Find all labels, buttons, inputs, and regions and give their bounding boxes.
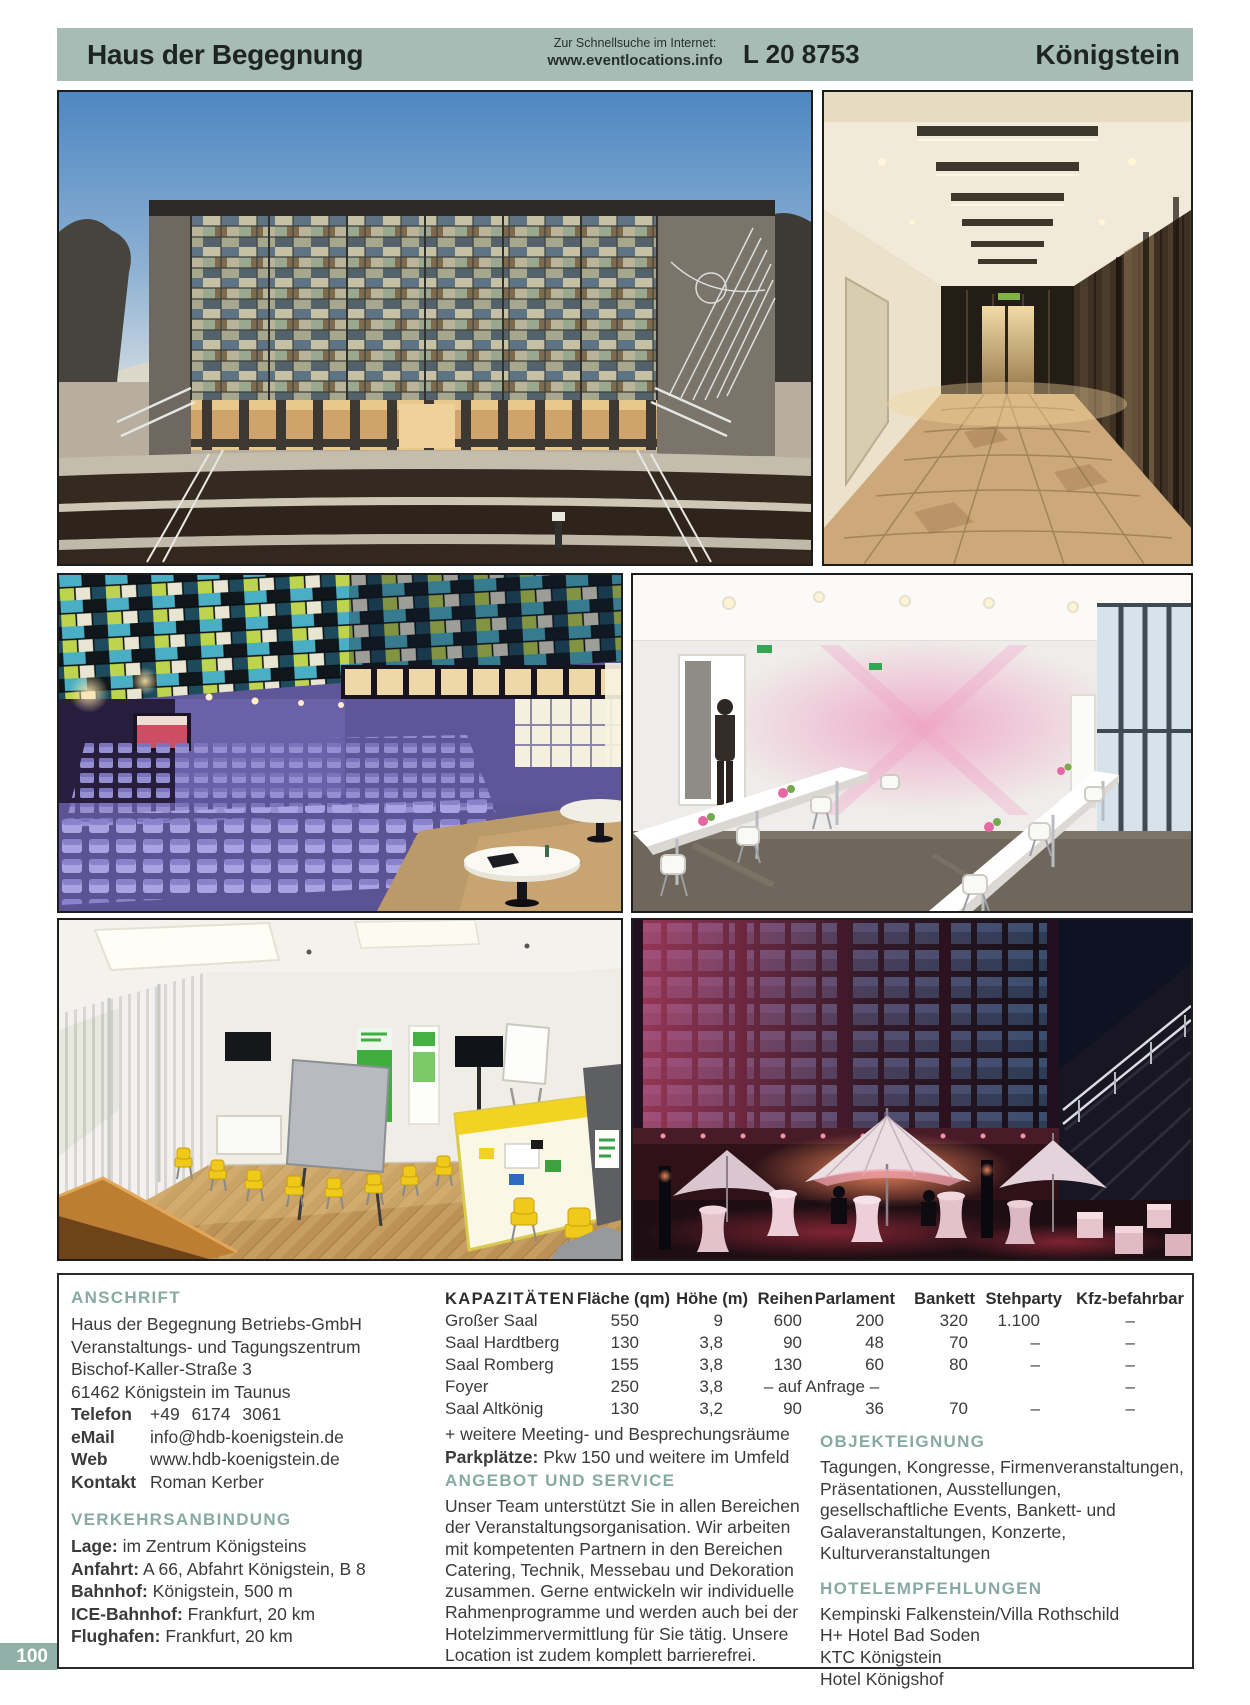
hotel-item: KTC Königstein <box>820 1647 942 1668</box>
room-name: Saal Altkönig <box>445 1399 544 1418</box>
hotelempfehlungen-heading: HOTELEMPFEHLUNGEN <box>820 1578 1043 1598</box>
suitability-text: Tagungen, Kongresse, Firmenveranstaltungen, Präsentationen, Ausstellungen, gesellschaftliche Events, Bankett- und Galaveranstaltungen, Konzerte, Kulturveranstaltungen <box>820 1457 1184 1563</box>
transport-item: Bahnhof: Königstein, 500 m <box>71 1581 293 1601</box>
capacity-cell: 550 <box>610 1311 639 1330</box>
address-line: Bischof-Kaller-Straße 3 <box>71 1359 252 1379</box>
location-code: L 20 8753 <box>743 39 860 69</box>
anschrift-heading: ANSCHRIFT <box>71 1288 181 1307</box>
capacity-cell: 130 <box>773 1355 802 1374</box>
column-header: Bankett <box>914 1289 975 1308</box>
contact-person: Roman Kerber <box>150 1471 264 1492</box>
capacity-cell: 320 <box>939 1311 968 1330</box>
email-address: info@hdb-koenigstein.de <box>150 1426 344 1447</box>
transport-item: ICE-Bahnhof: Frankfurt, 20 km <box>71 1603 316 1624</box>
kapazitaeten-heading: KAPAZITÄTEN <box>445 1289 576 1308</box>
contact-label: Kontakt <box>71 1471 137 1492</box>
angebot-heading: ANGEBOT UND SERVICE <box>445 1471 676 1490</box>
photo-hall-colorful-ceiling <box>57 573 623 913</box>
hotel-item: Kempinski Falkenstein/Villa Rothschild <box>820 1603 1120 1624</box>
capacity-cell: 90 <box>783 1333 802 1352</box>
capacity-cell: 600 <box>773 1311 802 1330</box>
website-address: www.hdb-koenigstein.de <box>150 1449 340 1469</box>
info-box <box>57 1273 1194 1689</box>
capacity-cell: 155 <box>610 1355 639 1374</box>
room-name: Großer Saal <box>445 1311 538 1330</box>
column-header: Reihen <box>757 1289 813 1308</box>
web-search-hint <box>545 36 725 70</box>
capacity-cell: 3,8 <box>699 1333 723 1352</box>
capacity-table <box>445 1287 1184 1420</box>
contact-row-telefon <box>71 1403 419 1426</box>
address-column <box>71 1288 419 1648</box>
suitability-column <box>820 1432 1192 1691</box>
capacity-cell: 48 <box>865 1333 884 1352</box>
column-header: Höhe (m) <box>676 1289 748 1308</box>
room-name: Saal Romberg <box>445 1355 554 1374</box>
header-band <box>57 28 1193 81</box>
photo-corridor-stone-floor <box>822 90 1193 566</box>
capacity-cell: 250 <box>610 1377 639 1396</box>
capacity-cell: 60 <box>865 1355 884 1374</box>
capacity-cell: 36 <box>865 1399 884 1418</box>
contact-label: Web <box>71 1449 108 1469</box>
capacity-cell: 90 <box>783 1399 802 1418</box>
additional-rooms-note: + weitere Meeting- und Besprechungsräume <box>445 1424 790 1444</box>
capacity-cell-empty <box>975 1376 1062 1398</box>
photo-building-exterior-dusk <box>57 90 813 566</box>
table-notes <box>445 1423 805 1468</box>
capacity-cell: – <box>1030 1355 1040 1374</box>
capacity-cell: 200 <box>855 1311 884 1330</box>
location-city: Königstein <box>1035 39 1180 70</box>
capacity-cell: – <box>1125 1377 1135 1396</box>
service-section <box>445 1471 801 1666</box>
phone-number: +49 6174 3061 <box>150 1404 282 1424</box>
capacity-cell: – <box>1125 1355 1135 1374</box>
transport-item: Lage: im Zentrum Königsteins <box>71 1536 307 1556</box>
address-line: Veranstaltungs- und Tagungszentrum <box>71 1336 361 1357</box>
column-header: Fläche (qm) <box>576 1289 670 1308</box>
capacity-cell: 1.100 <box>997 1311 1040 1330</box>
capacity-cell: – <box>1125 1333 1135 1352</box>
verkehrsanbindung-heading: VERKEHRSANBINDUNG <box>71 1510 292 1529</box>
web-search-hint-label: Zur Schnellsuche im Internet: <box>553 36 717 50</box>
page-number-tab: 100 <box>0 1643 57 1670</box>
contact-row-email <box>71 1426 419 1449</box>
transport-item: Flughafen: Frankfurt, 20 km <box>71 1626 293 1646</box>
contact-label: eMail <box>71 1426 115 1447</box>
capacity-cell: – <box>1125 1399 1135 1418</box>
address-line: 61462 Königstein im Taunus <box>71 1381 291 1402</box>
hotel-list <box>820 1604 1192 1691</box>
capacity-cell: – <box>1125 1311 1135 1330</box>
contact-row-web <box>71 1448 419 1471</box>
address-line: Haus der Begegnung Betriebs-GmbH <box>71 1314 362 1334</box>
capacity-cell: 3,8 <box>699 1377 723 1396</box>
parking-info: Parkplätze: Pkw 150 und weitere im Umfeld <box>445 1446 790 1467</box>
capacity-cell: 130 <box>610 1399 639 1418</box>
capacity-cell: 9 <box>713 1311 723 1330</box>
contact-row-kontakt <box>71 1471 419 1494</box>
column-header: Stehparty <box>985 1289 1062 1308</box>
capacity-cell: – <box>1030 1333 1040 1352</box>
capacity-cell: 70 <box>949 1333 968 1352</box>
photo-seminar-room-yellow-chairs <box>57 918 623 1261</box>
on-request-cell: – auf Anfrage – <box>763 1377 880 1396</box>
capacity-cell: 3,2 <box>699 1399 723 1418</box>
column-header: Kfz-befahrbar <box>1076 1289 1184 1308</box>
room-name: Saal Hardtberg <box>445 1333 560 1352</box>
objekteignung-heading: OBJEKTEIGNUNG <box>820 1432 986 1451</box>
web-search-url: www.eventlocations.info <box>547 52 723 69</box>
hotel-item: H+ Hotel Bad Soden <box>820 1625 981 1646</box>
capacity-cell: 70 <box>949 1399 968 1418</box>
transport-item: Anfahrt: A 66, Abfahrt Königstein, B 8 <box>71 1558 366 1579</box>
capacity-cell: 130 <box>610 1333 639 1352</box>
capacity-cell: 80 <box>949 1355 968 1374</box>
service-text: Unser Team unterstützt Sie in allen Bereichen der Veranstaltungsorganisation. Wir arbeiten mit kompetenten Partnern in den Bereichen Catering, Technik, Messebau und Dekoration zusammen. Gerne entwickeln wir individuelle Rahmenprogramme und werden auch bei der Hotelzimmervermittlung für Sie tätig. Unsere Location ist zudem komplett barrierefrei. <box>445 1496 800 1666</box>
photo-night-event-umbrellas <box>631 918 1193 1261</box>
location-title: Haus der Begegnung <box>87 39 364 70</box>
capacity-cell: – <box>1030 1399 1040 1418</box>
contact-label: Telefon <box>71 1404 132 1424</box>
column-header: Parlament <box>814 1289 895 1308</box>
room-name: Foyer <box>445 1377 489 1396</box>
photo-white-bar-tables <box>631 573 1193 913</box>
capacity-cell-empty <box>895 1376 975 1398</box>
hotel-item: Hotel Königshof <box>820 1668 944 1689</box>
capacity-cell: 3,8 <box>699 1355 723 1374</box>
